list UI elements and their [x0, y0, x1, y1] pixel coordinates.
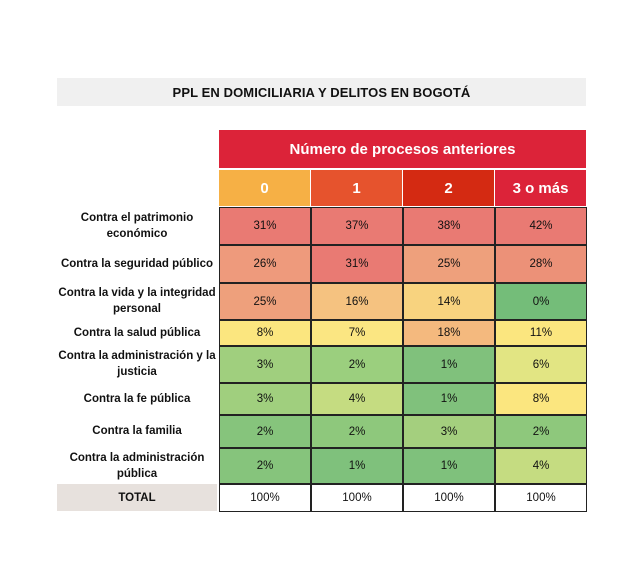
- heat-cell: 42%: [495, 207, 587, 245]
- column-header-2: 2: [403, 170, 494, 206]
- heat-cell: 3%: [403, 415, 495, 448]
- heat-cell: 7%: [311, 320, 403, 346]
- column-header-1: 1: [311, 170, 402, 206]
- heat-cell: 1%: [403, 448, 495, 484]
- row-label-1: Contra la seguridad público: [60, 257, 214, 270]
- heat-cell: 4%: [495, 448, 587, 484]
- heat-cell: 1%: [403, 383, 495, 415]
- heat-cell: 37%: [311, 207, 403, 245]
- heat-cell: 2%: [311, 415, 403, 448]
- heat-cell: 4%: [311, 383, 403, 415]
- heat-cell: 31%: [219, 207, 311, 245]
- heat-cell: 16%: [311, 283, 403, 320]
- heat-cell: 8%: [219, 320, 311, 346]
- heat-cell: 18%: [403, 320, 495, 346]
- row-label-3: Contra la salud pública: [73, 326, 201, 339]
- row-label-7: Contra la administración pública: [69, 451, 205, 480]
- heat-cell: 31%: [311, 245, 403, 283]
- table-title: PPL EN DOMICILIARIA Y DELITOS EN BOGOTÁ: [57, 78, 586, 106]
- row-label-2: Contra la vida y la integridad personal: [58, 287, 216, 315]
- column-header-0: 0: [219, 170, 310, 206]
- heat-cell: 1%: [311, 448, 403, 484]
- heat-cell: 1%: [403, 346, 495, 383]
- heat-cell: 2%: [311, 346, 403, 383]
- heat-cell: 2%: [495, 415, 587, 448]
- heat-cell: 28%: [495, 245, 587, 283]
- heat-cell: 0%: [495, 283, 587, 320]
- row-label-5: Contra la fe pública: [83, 392, 191, 405]
- total-cell: 100%: [219, 484, 311, 512]
- heat-cell: 11%: [495, 320, 587, 346]
- heat-cell: 25%: [403, 245, 495, 283]
- heat-cell: 25%: [219, 283, 311, 320]
- heat-cell: 6%: [495, 346, 587, 383]
- heat-cell: 8%: [495, 383, 587, 415]
- total-cell: 100%: [495, 484, 587, 512]
- total-row-label: TOTAL: [57, 484, 217, 511]
- heat-cell: 14%: [403, 283, 495, 320]
- heat-cell: 3%: [219, 346, 311, 383]
- total-cell: 100%: [311, 484, 403, 512]
- row-label-4: Contra la administración y la justicia: [58, 350, 216, 378]
- total-cell: 100%: [403, 484, 495, 512]
- heat-cell: 38%: [403, 207, 495, 245]
- heat-cell: 3%: [219, 383, 311, 415]
- heat-cell: 2%: [219, 448, 311, 484]
- column-header-3: 3 o más: [495, 170, 586, 206]
- heat-cell: 26%: [219, 245, 311, 283]
- row-label-0: Contra el patrimonio económico: [80, 211, 194, 240]
- row-label-6: Contra la familia: [92, 425, 182, 437]
- column-group-header: Número de procesos anteriores: [219, 130, 586, 168]
- heat-cell: 2%: [219, 415, 311, 448]
